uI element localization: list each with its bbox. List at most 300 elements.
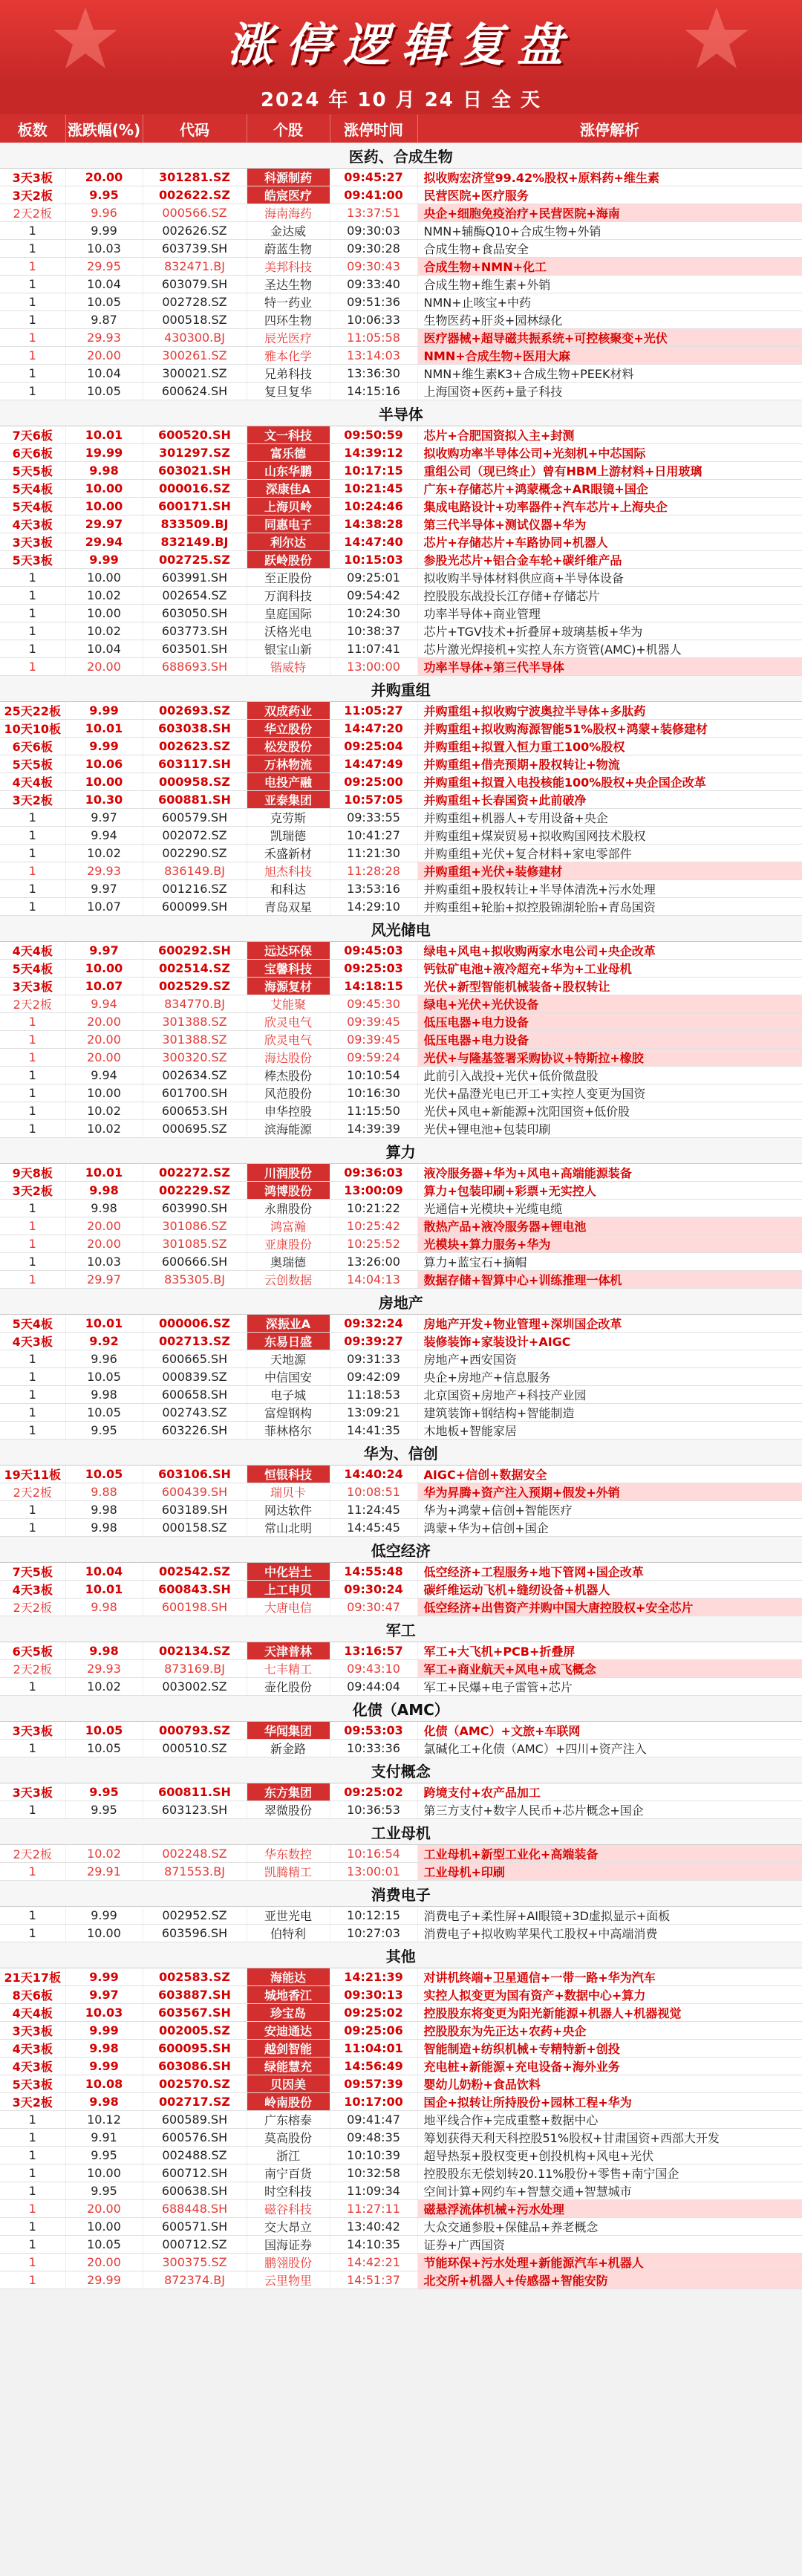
change-pct: 29.93 (65, 1660, 143, 1678)
change-pct: 9.91 (65, 2129, 143, 2147)
sector-header (0, 400, 802, 426)
table-row[interactable] (0, 702, 802, 720)
stock-name: 深康佳A (247, 480, 330, 498)
board-count: 25天22板 (0, 702, 65, 720)
board-count: 1 (0, 2254, 65, 2271)
limit-reason: 房地产开发+物业管理+深圳国企改革 (417, 1315, 802, 1333)
stock-name: 鸿富瀚 (247, 1217, 330, 1235)
stock-code: 000518.SZ (143, 311, 247, 329)
stock-code: 600638.SH (143, 2182, 247, 2200)
limit-reason: 光通信+光模块+光缆电缆 (417, 1200, 802, 1217)
table-row[interactable] (0, 1845, 802, 1863)
table-row[interactable] (0, 2254, 802, 2271)
change-pct: 10.01 (65, 1315, 143, 1333)
board-count: 1 (0, 1801, 65, 1819)
stock-code: 603226.SH (143, 1422, 247, 1440)
board-count: 1 (0, 569, 65, 587)
limit-time: 09:43:10 (330, 1660, 417, 1678)
stock-name: 电子城 (247, 1386, 330, 1404)
table-row[interactable] (0, 2271, 802, 2289)
board-count: 5天5板 (0, 755, 65, 773)
stock-code: 000793.SZ (143, 1722, 247, 1740)
board-count: 1 (0, 2200, 65, 2218)
limit-reason: 消费电子+拟收购苹果代工股权+中高端消费 (417, 1925, 802, 1942)
limit-time: 13:40:42 (330, 2218, 417, 2236)
stock-code: 603501.SH (143, 640, 247, 658)
board-count: 1 (0, 622, 65, 640)
table-row[interactable] (0, 738, 802, 755)
board-count: 1 (0, 862, 65, 880)
table-row[interactable] (0, 862, 802, 880)
table-row[interactable] (0, 1642, 802, 1660)
board-count: 2天2板 (0, 1483, 65, 1501)
stock-code: 002952.SZ (143, 1907, 247, 1925)
table-row[interactable] (0, 276, 802, 293)
table-row[interactable] (0, 569, 802, 587)
limit-time: 14:45:45 (330, 1519, 417, 1537)
stock-code: 002725.SZ (143, 551, 247, 569)
limit-time: 09:30:13 (330, 1986, 417, 2004)
table-row[interactable] (0, 329, 802, 347)
table-row[interactable] (0, 995, 802, 1013)
stock-name: 上海贝岭 (247, 498, 330, 515)
limit-reason: 光伏+新型智能机械装备+股权转让 (417, 978, 802, 995)
change-pct: 9.94 (65, 827, 143, 845)
table-row[interactable] (0, 515, 802, 533)
table-row[interactable] (0, 1986, 802, 2004)
sector-header (0, 916, 802, 942)
board-count: 1 (0, 311, 65, 329)
table-row[interactable] (0, 2058, 802, 2075)
table-row[interactable] (0, 551, 802, 569)
table-row[interactable] (0, 186, 802, 204)
stock-name: 凯腾精工 (247, 1863, 330, 1881)
table-row[interactable] (0, 498, 802, 515)
limit-reason: 光伏+晶澄光电已开工+实控人变更为国资 (417, 1084, 802, 1102)
table-row[interactable] (0, 204, 802, 222)
table-row[interactable] (0, 2129, 802, 2147)
stock-code: 002529.SZ (143, 978, 247, 995)
table-row[interactable] (0, 2236, 802, 2254)
limit-reason: 大众交通参股+保健品+养老概念 (417, 2218, 802, 2236)
board-count: 1 (0, 827, 65, 845)
limit-time: 10:17:00 (330, 2093, 417, 2111)
change-pct: 9.98 (65, 1386, 143, 1404)
limit-reason: 军工+民爆+电子雷管+芯片 (417, 1678, 802, 1696)
table-row[interactable] (0, 587, 802, 605)
limit-reason: 氯碱化工+化债（AMC）+四川+资产注入 (417, 1740, 802, 1757)
stock-code: 603106.SH (143, 1466, 247, 1483)
stock-code: 603050.SH (143, 605, 247, 622)
stock-code: 603086.SH (143, 2058, 247, 2075)
table-row[interactable] (0, 1120, 802, 1138)
stock-name: 川润股份 (247, 1164, 330, 1182)
change-pct: 10.02 (65, 1845, 143, 1863)
table-row[interactable] (0, 1350, 802, 1368)
limit-time: 09:54:42 (330, 587, 417, 605)
stock-code: 002623.SZ (143, 738, 247, 755)
table-row[interactable] (0, 978, 802, 995)
limit-time: 09:25:02 (330, 2004, 417, 2022)
table-row[interactable] (0, 1483, 802, 1501)
table-row[interactable] (0, 809, 802, 827)
stock-code: 002514.SZ (143, 960, 247, 978)
change-pct: 10.00 (65, 605, 143, 622)
table-row[interactable] (0, 383, 802, 400)
limit-time: 11:05:58 (330, 329, 417, 347)
table-row[interactable] (0, 622, 802, 640)
table-row[interactable] (0, 845, 802, 862)
table-row[interactable] (0, 258, 802, 276)
change-pct: 20.00 (65, 2254, 143, 2271)
board-count: 1 (0, 640, 65, 658)
table-row[interactable] (0, 1422, 802, 1440)
limit-time: 14:56:49 (330, 2058, 417, 2075)
limit-time: 09:30:28 (330, 240, 417, 258)
table-row[interactable] (0, 898, 802, 916)
table-row[interactable] (0, 1253, 802, 1271)
change-pct: 10.02 (65, 587, 143, 605)
board-count: 1 (0, 845, 65, 862)
limit-time: 14:47:20 (330, 720, 417, 738)
limit-time: 14:15:16 (330, 383, 417, 400)
table-row[interactable] (0, 1925, 802, 1942)
stock-name: 银宝山新 (247, 640, 330, 658)
change-pct: 9.97 (65, 880, 143, 898)
stock-code: 600198.SH (143, 1598, 247, 1616)
table-row[interactable] (0, 1164, 802, 1182)
table-row[interactable] (0, 2147, 802, 2164)
limit-time: 09:44:04 (330, 1678, 417, 1696)
stock-code: 600665.SH (143, 1350, 247, 1368)
table-row[interactable] (0, 1315, 802, 1333)
table-row[interactable] (0, 1368, 802, 1386)
limit-reason: 芯片+TGV技术+折叠屏+玻璃基板+华为 (417, 622, 802, 640)
stock-code: 833509.BJ (143, 515, 247, 533)
table-row[interactable] (0, 640, 802, 658)
limit-reason: 功率半导体+商业管理 (417, 605, 802, 622)
table-row[interactable] (0, 1084, 802, 1102)
table-row[interactable] (0, 2200, 802, 2218)
board-count: 21天17板 (0, 1968, 65, 1986)
limit-time: 10:33:36 (330, 1740, 417, 1757)
stock-name: 瑞贝卡 (247, 1483, 330, 1501)
sector-header (0, 143, 802, 169)
stock-name: 国海证券 (247, 2236, 330, 2254)
table-row[interactable] (0, 1968, 802, 1986)
stock-name: 华立股份 (247, 720, 330, 738)
stock-code: 600171.SH (143, 498, 247, 515)
table-row[interactable] (0, 2218, 802, 2236)
limit-time: 14:04:13 (330, 1271, 417, 1289)
stock-name: 南宁百货 (247, 2164, 330, 2182)
change-pct: 10.07 (65, 978, 143, 995)
limit-time: 09:30:43 (330, 258, 417, 276)
change-pct: 9.98 (65, 1501, 143, 1519)
table-row[interactable] (0, 1049, 802, 1067)
limit-time: 11:07:41 (330, 640, 417, 658)
stock-name: 青岛双星 (247, 898, 330, 916)
table-row[interactable] (0, 1067, 802, 1084)
change-pct: 20.00 (65, 658, 143, 676)
change-pct: 10.05 (65, 1466, 143, 1483)
table-row[interactable] (0, 1501, 802, 1519)
limit-time: 09:25:06 (330, 2022, 417, 2040)
board-count: 1 (0, 1271, 65, 1289)
stock-name: 天地源 (247, 1350, 330, 1368)
table-row[interactable] (0, 426, 802, 444)
change-pct: 9.98 (65, 1182, 143, 1200)
table-row[interactable] (0, 827, 802, 845)
table-row[interactable] (0, 2022, 802, 2040)
stock-code: 002583.SZ (143, 1968, 247, 1986)
stock-name: 四环生物 (247, 311, 330, 329)
change-pct: 9.95 (65, 1783, 143, 1801)
sector-name: 支付概念 (0, 1757, 802, 1783)
limit-time: 11:09:34 (330, 2182, 417, 2200)
limit-time: 10:24:30 (330, 605, 417, 622)
board-count: 2天2板 (0, 995, 65, 1013)
table-row[interactable] (0, 1581, 802, 1598)
table-row[interactable] (0, 1235, 802, 1253)
stock-name: 亚泰集团 (247, 791, 330, 809)
table-row[interactable] (0, 942, 802, 960)
limit-reason: 对讲机终端+卫星通信+一带一路+华为汽车 (417, 1968, 802, 1986)
table-row[interactable] (0, 2182, 802, 2200)
stock-code: 301085.SZ (143, 1235, 247, 1253)
table-row[interactable] (0, 2040, 802, 2058)
sector-name: 化债（AMC） (0, 1696, 802, 1722)
board-count: 1 (0, 2218, 65, 2236)
col-header-time: 涨停时间 (330, 114, 417, 143)
board-count: 3天3板 (0, 169, 65, 186)
limit-reason: 重组公司（现已终止）曾有HBM上游材料+日用玻璃 (417, 462, 802, 480)
stock-code: 603567.SH (143, 2004, 247, 2022)
stock-code: 300021.SZ (143, 365, 247, 383)
table-row[interactable] (0, 293, 802, 311)
board-count: 1 (0, 1084, 65, 1102)
table-row[interactable] (0, 605, 802, 622)
limit-reason: 房地产+西安国资 (417, 1350, 802, 1368)
stock-code: 603117.SH (143, 755, 247, 773)
table-row[interactable] (0, 444, 802, 462)
table-row[interactable] (0, 960, 802, 978)
change-pct: 9.88 (65, 1483, 143, 1501)
limit-reason: 华为+鸿蒙+信创+智能医疗 (417, 1501, 802, 1519)
stock-name: 安迪通达 (247, 2022, 330, 2040)
stock-name: 同惠电子 (247, 515, 330, 533)
table-row[interactable] (0, 1182, 802, 1200)
change-pct: 10.02 (65, 1102, 143, 1120)
board-count: 1 (0, 2111, 65, 2129)
stock-code: 002626.SZ (143, 222, 247, 240)
table-row[interactable] (0, 1466, 802, 1483)
table-row[interactable] (0, 1102, 802, 1120)
table-row[interactable] (0, 2164, 802, 2182)
stock-name: 圣达生物 (247, 276, 330, 293)
stock-name: 亚康股份 (247, 1235, 330, 1253)
limit-time: 09:33:55 (330, 809, 417, 827)
limit-time: 11:27:11 (330, 2200, 417, 2218)
change-pct: 10.00 (65, 960, 143, 978)
table-row[interactable] (0, 222, 802, 240)
stock-code: 872374.BJ (143, 2271, 247, 2289)
table-row[interactable] (0, 311, 802, 329)
table-row[interactable] (0, 880, 802, 898)
limit-time: 13:09:21 (330, 1404, 417, 1422)
table-row[interactable] (0, 1333, 802, 1350)
table-row[interactable] (0, 1271, 802, 1289)
table-row[interactable] (0, 1801, 802, 1819)
change-pct: 10.00 (65, 569, 143, 587)
change-pct: 10.04 (65, 276, 143, 293)
limit-reason: 合成生物+NMN+化工 (417, 258, 802, 276)
limit-time: 09:41:47 (330, 2111, 417, 2129)
board-count: 1 (0, 1102, 65, 1120)
stock-name: 旭杰科技 (247, 862, 330, 880)
table-row[interactable] (0, 1863, 802, 1881)
change-pct: 9.96 (65, 1350, 143, 1368)
board-count: 5天3板 (0, 2075, 65, 2093)
change-pct: 9.87 (65, 311, 143, 329)
stock-name: 恒银科技 (247, 1466, 330, 1483)
stock-name: 文一科技 (247, 426, 330, 444)
table-row[interactable] (0, 1740, 802, 1757)
table-row[interactable] (0, 1598, 802, 1616)
limit-time: 10:41:27 (330, 827, 417, 845)
table-row[interactable] (0, 1519, 802, 1537)
stock-name: 跃岭股份 (247, 551, 330, 569)
change-pct: 9.98 (65, 1519, 143, 1537)
stock-code: 600579.SH (143, 809, 247, 827)
change-pct: 9.99 (65, 738, 143, 755)
stock-code: 834770.BJ (143, 995, 247, 1013)
stock-name: 复旦复华 (247, 383, 330, 400)
limit-reason: 国企+拟转让所持股份+园林工程+华为 (417, 2093, 802, 2111)
table-row[interactable] (0, 2111, 802, 2129)
limit-reason: 跨境支付+农产品加工 (417, 1783, 802, 1801)
table-row[interactable] (0, 1678, 802, 1696)
table-row[interactable] (0, 1563, 802, 1581)
limit-reason: 建筑装饰+钢结构+智能制造 (417, 1404, 802, 1422)
table-row[interactable] (0, 1217, 802, 1235)
table-row[interactable] (0, 2075, 802, 2093)
change-pct: 19.99 (65, 444, 143, 462)
board-count: 5天4板 (0, 960, 65, 978)
stock-name: 海南海药 (247, 204, 330, 222)
limit-time: 14:39:12 (330, 444, 417, 462)
limit-reason: 光伏+与隆基签署采购协议+特斯拉+橡胶 (417, 1049, 802, 1067)
limit-time: 09:53:03 (330, 1722, 417, 1740)
table-row[interactable] (0, 1386, 802, 1404)
table-row[interactable] (0, 1907, 802, 1925)
table-row[interactable] (0, 347, 802, 365)
table-row[interactable] (0, 1783, 802, 1801)
limit-reason: AIGC+信创+数据安全 (417, 1466, 802, 1483)
change-pct: 29.97 (65, 515, 143, 533)
stock-name: 皓宸医疗 (247, 186, 330, 204)
board-count: 2天2板 (0, 1660, 65, 1678)
change-pct: 10.00 (65, 480, 143, 498)
table-row[interactable] (0, 1200, 802, 1217)
limit-reason: 工业母机+印刷 (417, 1863, 802, 1881)
change-pct: 10.05 (65, 1368, 143, 1386)
table-row[interactable] (0, 773, 802, 791)
table-row[interactable] (0, 480, 802, 498)
table-row[interactable] (0, 1031, 802, 1049)
stock-code: 000712.SZ (143, 2236, 247, 2254)
stock-code: 600658.SH (143, 1386, 247, 1404)
limit-reason: 拟收购功率半导体公司+光刻机+中芯国际 (417, 444, 802, 462)
table-row[interactable] (0, 1404, 802, 1422)
board-count: 1 (0, 1404, 65, 1422)
table-row[interactable] (0, 1013, 802, 1031)
change-pct: 10.05 (65, 1722, 143, 1740)
table-row[interactable] (0, 755, 802, 773)
table-row[interactable] (0, 169, 802, 186)
change-pct: 10.02 (65, 622, 143, 640)
board-count: 2天2板 (0, 204, 65, 222)
limit-reason: 绿电+风电+拟收购两家水电公司+央企改革 (417, 942, 802, 960)
limit-time: 14:39:39 (330, 1120, 417, 1138)
limit-time: 10:24:46 (330, 498, 417, 515)
limit-time: 09:45:30 (330, 995, 417, 1013)
table-row[interactable] (0, 533, 802, 551)
limit-time: 13:53:16 (330, 880, 417, 898)
stock-name: 云创数据 (247, 1271, 330, 1289)
stock-name: 珍宝岛 (247, 2004, 330, 2022)
board-count: 3天2板 (0, 2093, 65, 2111)
stock-name: 宝馨科技 (247, 960, 330, 978)
stock-code: 000158.SZ (143, 1519, 247, 1537)
board-count: 1 (0, 1013, 65, 1031)
table-row[interactable] (0, 1722, 802, 1740)
table-row[interactable] (0, 791, 802, 809)
stock-code: 000510.SZ (143, 1740, 247, 1757)
table-row[interactable] (0, 2004, 802, 2022)
change-pct: 9.97 (65, 942, 143, 960)
limit-reason: 婴幼儿奶粉+食品饮料 (417, 2075, 802, 2093)
stock-name: 交大昂立 (247, 2218, 330, 2236)
limit-time: 10:15:03 (330, 551, 417, 569)
limit-reason: 北交所+机器人+传感器+智能安防 (417, 2271, 802, 2289)
board-count: 1 (0, 1386, 65, 1404)
board-count: 1 (0, 880, 65, 898)
date-label: 2024 年 10 月 24 日 全 天 (0, 82, 802, 114)
limit-reason: 并购重组+拟收购海源智能51%股权+鸿蒙+装修建材 (417, 720, 802, 738)
table-row[interactable] (0, 2093, 802, 2111)
stock-code: 000006.SZ (143, 1315, 247, 1333)
stock-name: 网达软件 (247, 1501, 330, 1519)
board-count: 1 (0, 1253, 65, 1271)
change-pct: 20.00 (65, 169, 143, 186)
sector-header (0, 1757, 802, 1783)
table-row[interactable] (0, 365, 802, 383)
change-pct: 10.05 (65, 383, 143, 400)
stock-name: 电投产融 (247, 773, 330, 791)
limit-time: 09:39:27 (330, 1333, 417, 1350)
table-row[interactable] (0, 240, 802, 258)
limit-time: 11:18:53 (330, 1386, 417, 1404)
table-row[interactable] (0, 720, 802, 738)
stock-name: 皇庭国际 (247, 605, 330, 622)
table-row[interactable] (0, 462, 802, 480)
limit-reason: 磁悬浮流体机械+污水处理 (417, 2200, 802, 2218)
stock-code: 600439.SH (143, 1483, 247, 1501)
stock-name: 广东榕泰 (247, 2111, 330, 2129)
table-row[interactable] (0, 1660, 802, 1678)
table-row[interactable] (0, 658, 802, 676)
